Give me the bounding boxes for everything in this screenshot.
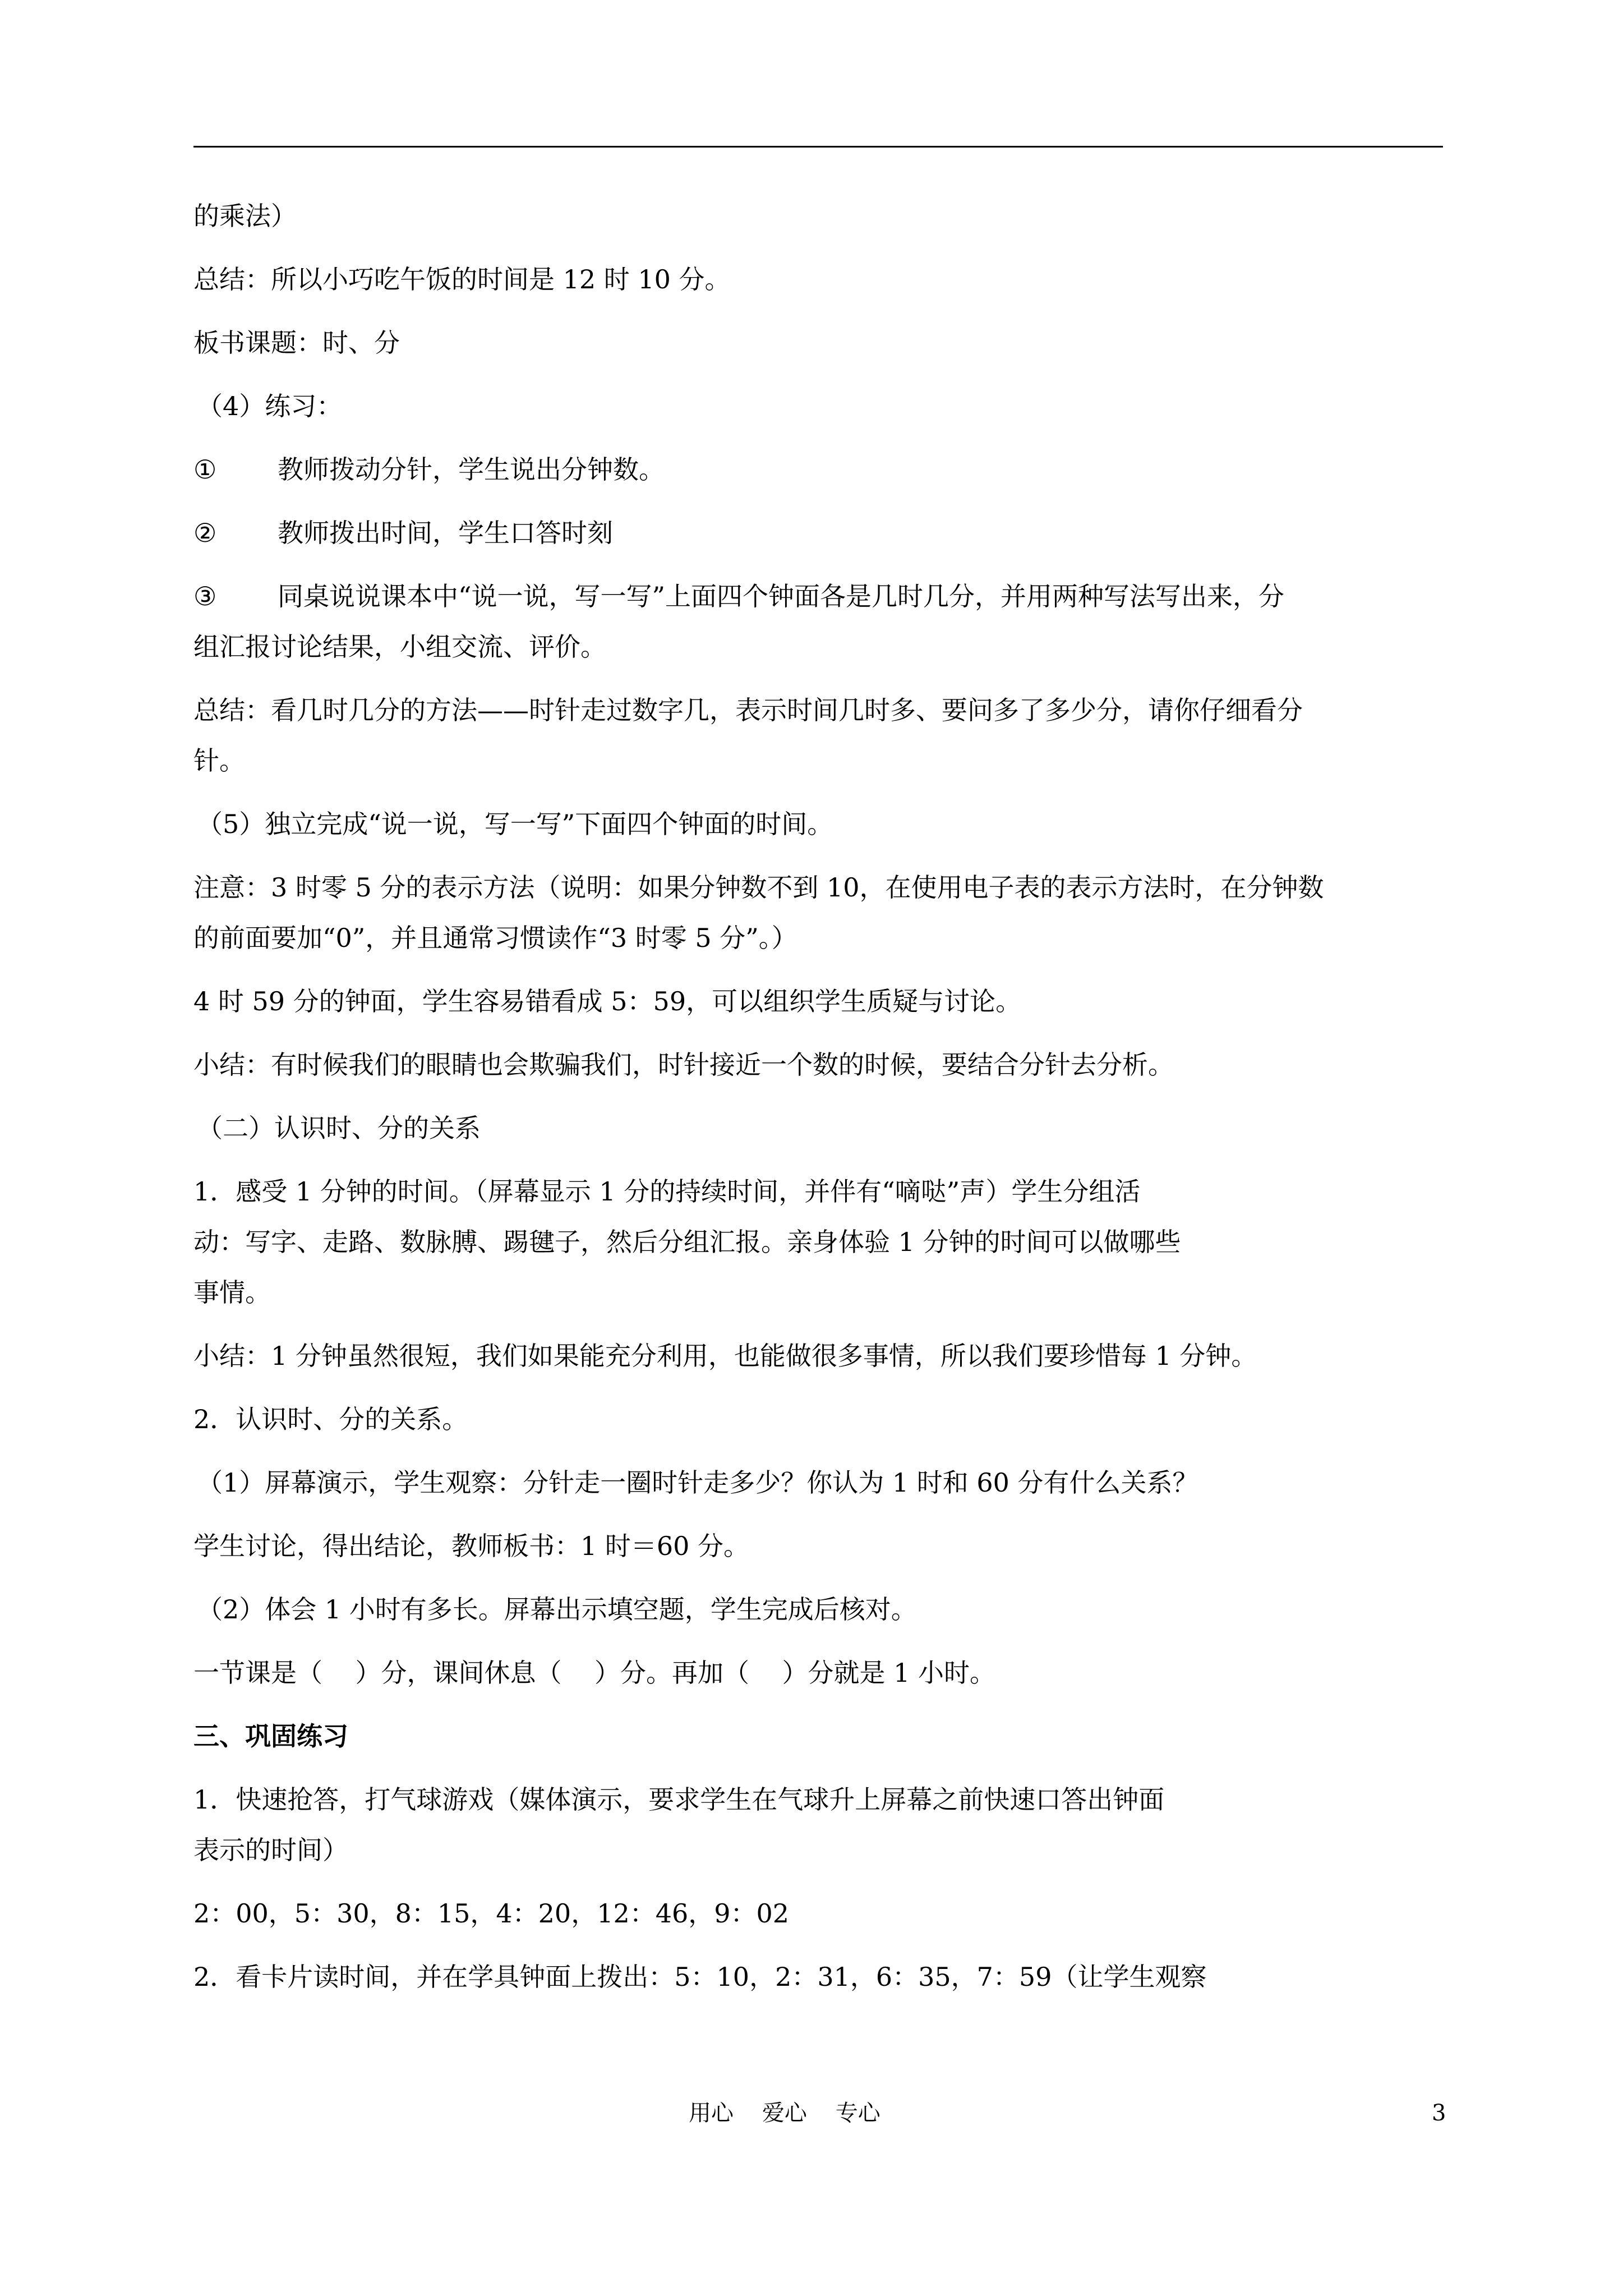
text-line: 小结：1 分钟虽然很短，我们如果能充分利用，也能做很多事情，所以我们要珍惜每 1 分钟。 [193,1341,1257,1371]
text-line: 事情。 [193,1277,271,1308]
text-line: 2．认识时、分的关系。 [193,1404,468,1434]
text-line: 4 时 59 分的钟面，学生容易错看成 5：59，可以组织学生质疑与讨论。 [193,986,1022,1016]
text-line: 表示的时间） [193,1835,348,1865]
section-heading: 三、巩固练习 [193,1721,348,1751]
text-line: 动：写字、走路、数脉膊、踢毽子，然后分组汇报。亲身体验 1 分钟的时间可以做哪些 [193,1227,1181,1257]
circled-number: ② [193,518,217,548]
page-number: 3 [1432,2100,1446,2126]
text-line: 的前面要加“0”，并且通常习惯读作“3 时零 5 分”。） [193,923,797,953]
text-line: 1．感受 1 分钟的时间。（屏幕显示 1 分的持续时间，并伴有“嘀哒”声）学生分组活 [193,1176,1141,1207]
text-line: 针。 [193,746,245,776]
text-line: 总结：看几时几分的方法——时针走过数字几，表示时间几时多、要问多了多少分，请你仔细看分 [193,695,1303,725]
document-body [193,199,1443,2023]
text-line: 2．看卡片读时间，并在学具钟面上拨出：5：10，2：31，6：35，7：59（让学生观察 [193,1962,1207,1992]
text-line: 的乘法） [193,201,297,231]
text-line: （4）练习： [197,391,343,421]
text-line: 注意：3 时零 5 分的表示方法（说明：如果分钟数不到 10，在使用电子表的表示方法时，在分钟数 [193,872,1324,903]
section-heading: （二）认识时、分的关系 [197,1113,481,1143]
text-line: 小结：有时候我们的眼睛也会欺骗我们，时针接近一个数的时候，要结合分针去分析。 [193,1050,1174,1080]
footer-text: 用心 爱心 专心 [689,2100,880,2126]
header-rule [193,146,1443,148]
text-line: 板书课题：时、分 [193,328,400,358]
text-line: 1．快速抢答，打气球游戏（媒体演示，要求学生在气球升上屏幕之前快速口答出钟面 [193,1784,1165,1815]
list-item: ① 教师拨动分针，学生说出分钟数。 [193,453,1443,486]
text-line: （5）独立完成“说一说，写一写”下面四个钟面的时间。 [197,809,833,839]
list-item: ② 教师拨出时间，学生口答时刻 [193,516,1443,550]
text-line: （2）体会 1 小时有多长。屏幕出示填空题，学生完成后核对。 [197,1594,917,1625]
text-line: 总结：所以小巧吃午饭的时间是 12 时 10 分。 [193,264,731,295]
text-line: 2：00，5：30，8：15，4：20，12：46，9：02 [193,1898,790,1929]
circled-number: ③ [193,581,217,611]
circled-number: ① [193,454,217,485]
text-line: （1）屏幕演示，学生观察：分针走一圈时针走多少？你认为 1 时和 60 分有什么关系？ [197,1467,1198,1498]
text-line: 学生讨论，得出结论，教师板书：1 时＝60 分。 [193,1531,750,1561]
text-line: 一节课是（ ）分，课间休息（ ）分。再加（ ）分就是 1 小时。 [193,1658,995,1688]
text-line: 组汇报讨论结果，小组交流、评价。 [193,632,606,662]
list-item: ③ 同桌说说课本中“说一说，写一写”上面四个钟面各是几时几分，并用两种写法写出来，分 [193,579,1443,613]
